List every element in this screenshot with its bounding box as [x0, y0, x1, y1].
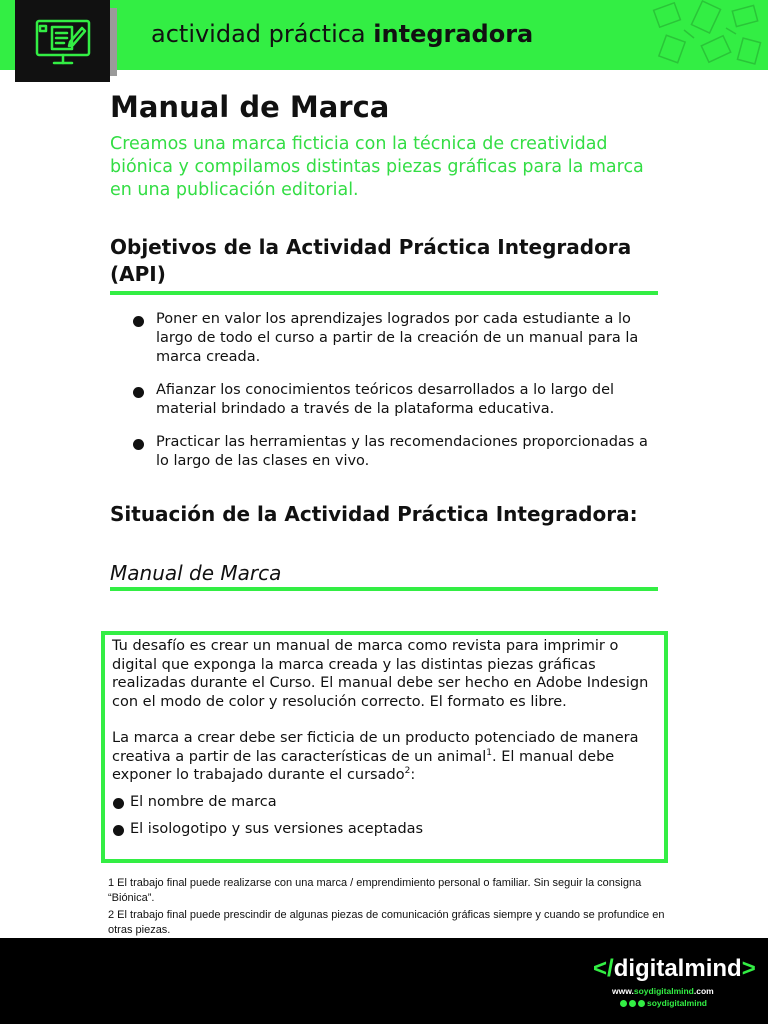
header-logo [15, 0, 110, 82]
header-title: actividad práctica integradora [151, 20, 534, 48]
list-item: El isologotipo y sus versiones aceptadas [112, 820, 660, 839]
challenge-box [101, 631, 668, 863]
intro-text: Creamos una marca ficticia con la técnica de creatividad biónica y compilamos distintas piezas gráficas para la marca en una publicación editorial. [110, 134, 644, 200]
youtube-icon[interactable] [638, 1000, 645, 1007]
social-links [620, 998, 707, 1008]
objectives-heading: Objetivos de la Actividad Práctica Integradora (API) [110, 235, 632, 286]
footnote: 2 El trabajo final puede prescindir de algunas piezas de comunicación gráficas siempre y cuando se profundice en otras piezas. [108, 909, 665, 936]
list-item: El nombre de marca [112, 793, 660, 812]
bullet-icon [113, 798, 124, 809]
list-item: Poner en valor los aprendizajes logrados por cada estudiante a lo largo de todo el curso a partir de la creación de un manual para la marca creada. [133, 310, 663, 367]
doodle-pattern-icon [648, 0, 768, 70]
footnotes [108, 876, 668, 940]
situation-divider [110, 587, 658, 591]
brand-logo: </digitalmind> [593, 955, 756, 982]
bullet-icon [113, 825, 124, 836]
objectives-list [133, 310, 663, 485]
page-title: Manual de Marca [110, 90, 390, 124]
social-handle[interactable]: soydigitalmind [647, 998, 707, 1008]
footnote: 1 El trabajo final puede realizarse con una marca / emprendimiento personal o familiar. Sin seguir la consigna “Biónica”. [108, 877, 642, 904]
computer-document-edit-icon [34, 16, 92, 66]
instagram-icon[interactable] [629, 1000, 636, 1007]
situation-heading: Situación de la Actividad Práctica Integradora: [110, 502, 638, 526]
challenge-list [112, 793, 660, 839]
objectives-divider [110, 291, 658, 295]
website-link[interactable]: www.soydigitalmind.com [612, 986, 714, 996]
challenge-paragraph: Tu desafío es crear un manual de marca como revista para imprimir o digital que exponga la marca creada y las distintas piezas gráficas realizadas durante el Curso. El manual debe ser hecho en Adobe Indesign con el modo de color y resolución correcto. El formato es libre. [112, 638, 649, 710]
situation-subtitle: Manual de Marca [110, 561, 282, 585]
challenge-paragraph-2: La marca a crear debe ser ficticia de un producto potenciado de manera creativa a partir de las características de un animal$^1$. El manual debe exponer lo trabajado durante el cursado$^2$: [112, 730, 639, 783]
challenge-content [112, 637, 660, 848]
bullet-icon [133, 387, 144, 398]
list-item: Practicar las herramientas y las recomendaciones proporcionadas a lo largo de las clases en vivo. [133, 433, 663, 471]
bullet-icon [133, 439, 144, 450]
list-item: Afianzar los conocimientos teóricos desarrollados a lo largo del material brindado a través de la plataforma educativa. [133, 381, 663, 419]
bullet-icon [133, 316, 144, 327]
facebook-icon[interactable] [620, 1000, 627, 1007]
